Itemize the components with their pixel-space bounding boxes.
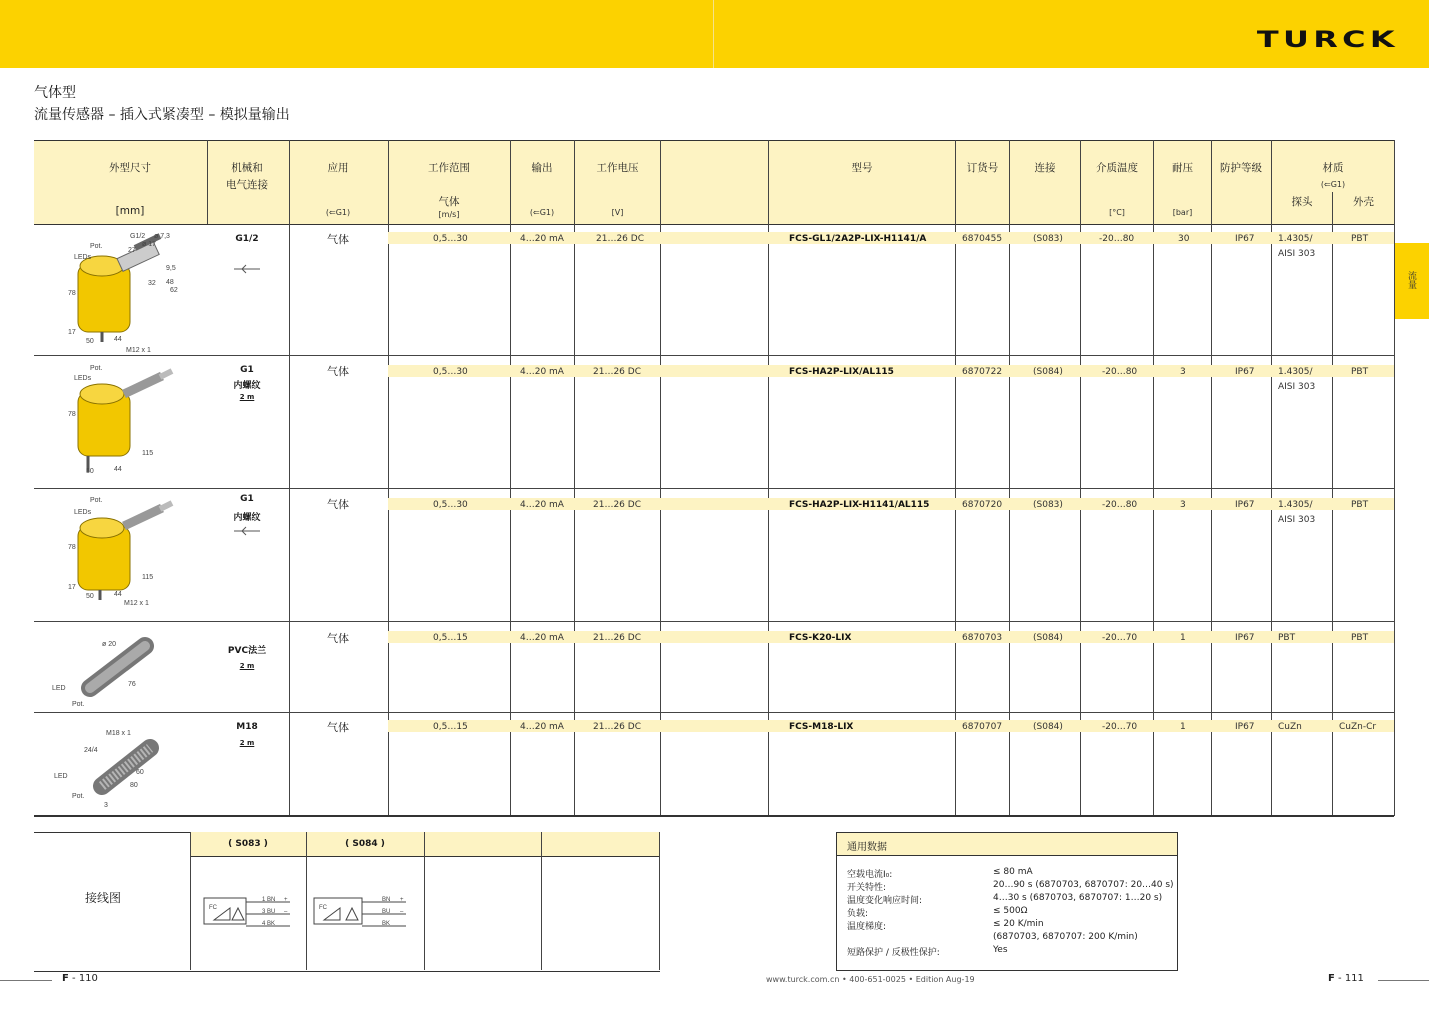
drawing-label: Pot.	[72, 793, 85, 800]
drawing-label: 3	[104, 802, 108, 809]
header-protection: 防护等级	[1220, 162, 1262, 174]
row2-protection: IP67	[1235, 367, 1255, 377]
footer-line	[1378, 980, 1429, 981]
drawing-label: LEDs	[74, 254, 92, 261]
general-value: ≤ 80 mA	[993, 867, 1033, 877]
pin-label: 4 BK	[262, 921, 276, 927]
row2-pressure: 3	[1180, 367, 1186, 377]
row3-wiring: (S083)	[1033, 500, 1063, 510]
col-line	[541, 832, 542, 970]
row5-pressure: 1	[1180, 722, 1186, 732]
header-app-unit: (⇐G1)	[325, 208, 351, 217]
row5-voltage: 21…26 DC	[593, 722, 641, 732]
row3-app: 气体	[327, 498, 349, 511]
pin-label: BK	[382, 921, 391, 927]
footer-center: www.turck.com.cn • 400-651-0025 • Edition Aug-19	[766, 975, 975, 984]
drawing-fcs-ha2p-h1141	[40, 492, 200, 618]
drawing-label: ø 7,3	[154, 233, 170, 240]
row4-range: 0,5…15	[433, 633, 468, 643]
row1-protection: IP67	[1235, 234, 1255, 244]
drawing-label: 32	[148, 280, 156, 287]
header-dims: 外型尺寸	[109, 162, 151, 174]
row1-app: 气体	[327, 233, 349, 246]
col-line	[190, 832, 191, 970]
drawing-label: 17	[68, 584, 76, 591]
row3-conn: G1	[240, 494, 254, 504]
row5-conn: M18	[236, 722, 258, 732]
row2-probe: 1.4305/	[1278, 367, 1313, 377]
banner-divider	[713, 0, 714, 68]
drawing-label: 44	[114, 591, 122, 598]
drawing-label: 44	[114, 336, 122, 343]
col-line	[1394, 140, 1395, 816]
drawing-label: LEDs	[74, 375, 92, 382]
header-range-unit: [m/s]	[438, 210, 460, 219]
pin-label: BU	[382, 909, 391, 915]
row2-range: 0,5…30	[433, 367, 468, 377]
minus-sign: –	[284, 909, 288, 915]
row4-ident: 6870703	[962, 633, 1003, 643]
drawing-label: Pot.	[90, 497, 103, 504]
row-line	[34, 712, 1394, 713]
wiring-fc: FC	[319, 905, 327, 911]
wiring-diagram-s083	[200, 890, 300, 934]
drawing-fcs-gl	[40, 228, 200, 354]
minus-sign: –	[400, 909, 404, 915]
header-app: 应用	[327, 162, 349, 174]
row5-housing: CuZn-Cr	[1339, 722, 1377, 732]
header-voltage-unit: [V]	[611, 208, 624, 217]
header-range-sub: 气体	[438, 196, 460, 208]
row3-temp: -20…80	[1102, 500, 1138, 510]
connector-symbol-icon	[232, 262, 262, 276]
drawing-label: ø 17	[142, 241, 157, 248]
drawing-label: 78	[68, 544, 76, 551]
row3-pressure: 3	[1180, 500, 1186, 510]
drawing-label: 17	[68, 329, 76, 336]
header-temp-unit: [°C]	[1109, 208, 1125, 217]
wiring-label: 接线图	[85, 891, 122, 905]
row2-app: 气体	[327, 365, 349, 378]
general-value: 20…90 s (6870703, 6870707: 20…40 s)	[993, 880, 1174, 890]
row4-wiring: (S084)	[1033, 633, 1063, 643]
row3-range: 0,5…30	[433, 500, 468, 510]
general-value: (6870703, 6870707: 200 K/min)	[993, 932, 1138, 942]
drawing-label: 115	[142, 574, 154, 581]
pin-label: BN	[382, 897, 391, 903]
drawing-fcs-k20	[40, 626, 200, 710]
footer-left-number: - 110	[72, 973, 98, 984]
footer-right-number: - 111	[1338, 973, 1364, 984]
row3-protection: IP67	[1235, 500, 1255, 510]
row2-conn: G1	[240, 365, 254, 375]
drawing-label: 80	[130, 782, 138, 789]
row1-output: 4…20 mA	[520, 234, 564, 244]
row5-temp: -20…70	[1102, 722, 1138, 732]
row4-temp: -20…70	[1102, 633, 1138, 643]
row3-conn-sub: 内螺纹	[233, 513, 261, 523]
drawing-label: 60	[136, 769, 144, 776]
row1-pressure: 30	[1178, 234, 1190, 244]
row2-wiring: (S084)	[1033, 367, 1063, 377]
row4-type: FCS-K20-LIX	[789, 633, 852, 643]
table-bottom-line	[34, 815, 1394, 817]
pin-label: 1 BN	[262, 897, 276, 903]
drawing-label: 48	[166, 279, 174, 286]
row4-voltage: 21…26 DC	[593, 633, 641, 643]
plus-sign: +	[284, 897, 288, 903]
header-dims-unit: [mm]	[115, 205, 145, 217]
row1-voltage: 21…26 DC	[596, 234, 644, 244]
header-voltage: 工作电压	[596, 162, 639, 174]
row3-output: 4…20 mA	[520, 500, 564, 510]
row5-type: FCS-M18-LIX	[789, 722, 854, 732]
drawing-label: LED	[52, 685, 66, 692]
side-tab-label: 流量	[1406, 271, 1416, 289]
header-housing: 外壳	[1353, 196, 1374, 208]
wiring-fc: FC	[209, 905, 217, 911]
drawing-label: M18 x 1	[106, 730, 131, 737]
general-key: 温度梯度:	[847, 922, 887, 932]
header-material-unit: (⇐G1)	[1320, 180, 1346, 189]
row2-cable: 2 m	[239, 393, 255, 401]
header-output: 输出	[531, 162, 553, 174]
row4-app: 气体	[327, 632, 349, 645]
page-subtitle: 流量传感器 – 插入式紧凑型 – 模拟量输出	[34, 107, 290, 123]
row3-voltage: 21…26 DC	[593, 500, 641, 510]
col-line	[424, 832, 425, 970]
drawing-label: 115	[142, 450, 154, 457]
row2-voltage: 21…26 DC	[593, 367, 641, 377]
wiring-s084-title: ( S084 )	[345, 839, 385, 849]
page-title: 气体型	[34, 85, 76, 101]
drawing-label: M12 x 1	[124, 600, 149, 607]
general-key: 空载电流I₀:	[847, 870, 893, 880]
row2-conn-sub: 内螺纹	[233, 381, 261, 391]
header-type: 型号	[851, 162, 873, 174]
row1-probe: 1.4305/	[1278, 234, 1313, 244]
row5-wiring: (S084)	[1033, 722, 1063, 732]
connector-symbol-icon	[232, 524, 262, 538]
general-key: 短路保护 / 反极性保护:	[847, 948, 940, 958]
drawing-label: 50	[86, 593, 94, 600]
row4-protection: IP67	[1235, 633, 1255, 643]
header-probe: 探头	[1291, 196, 1313, 208]
row3-ident: 6870720	[962, 500, 1003, 510]
general-value: Yes	[993, 945, 1008, 955]
header-pressure-unit: [bar]	[1172, 208, 1193, 217]
general-data-header	[837, 833, 1177, 856]
row3-housing: PBT	[1351, 500, 1369, 510]
row5-output: 4…20 mA	[520, 722, 564, 732]
row4-conn: PVC法兰	[227, 646, 267, 656]
row4-probe: PBT	[1278, 633, 1296, 643]
row3-probe: 1.4305/	[1278, 500, 1313, 510]
row1-temp: -20…80	[1099, 234, 1135, 244]
drawing-label: 50	[86, 338, 94, 345]
drawing-label: 27	[128, 247, 136, 254]
drawing-label: 78	[68, 411, 76, 418]
header-temp: 介质温度	[1096, 162, 1138, 174]
row5-range: 0,5…15	[433, 722, 468, 732]
row4-housing: PBT	[1351, 633, 1369, 643]
row1-range: 0,5…30	[433, 234, 468, 244]
row3-type: FCS-HA2P-LIX-H1141/AL115	[789, 500, 930, 510]
row5-ident: 6870707	[962, 722, 1003, 732]
row1-ident: 6870455	[962, 234, 1003, 244]
drawing-label: Pot.	[72, 701, 85, 708]
row-line	[34, 355, 1394, 356]
row4-pressure: 1	[1180, 633, 1186, 643]
row2-probe2: AISI 303	[1278, 382, 1316, 392]
top-banner	[0, 0, 1429, 68]
drawing-fcs-m18	[40, 716, 200, 812]
side-tab	[1395, 243, 1429, 319]
row5-cable: 2 m	[239, 739, 255, 747]
turck-logo: TURCK	[1256, 28, 1399, 53]
header-wiring: 连接	[1034, 162, 1056, 174]
drawing-label: 24/4	[84, 747, 98, 754]
header-range: 工作范围	[428, 162, 470, 174]
general-key: 温度变化响应时间:	[847, 896, 923, 906]
plus-sign: +	[400, 897, 404, 903]
general-data-box	[836, 832, 1178, 971]
row5-app: 气体	[327, 721, 349, 734]
footer-right-page	[1328, 973, 1364, 984]
row2-temp: -20…80	[1102, 367, 1138, 377]
drawing-label: LEDs	[74, 509, 92, 516]
footer-right-prefix: F	[1328, 973, 1335, 984]
drawing-label: 76	[128, 681, 136, 688]
row2-housing: PBT	[1351, 367, 1369, 377]
general-value: ≤ 20 K/min	[993, 919, 1044, 929]
row1-wiring: (S083)	[1033, 234, 1063, 244]
footer-left-prefix: F	[62, 973, 69, 984]
row2-output: 4…20 mA	[520, 367, 564, 377]
header-material: 材质	[1322, 162, 1344, 174]
general-value: ≤ 500Ω	[993, 906, 1028, 916]
drawing-label: 50	[86, 468, 94, 475]
row-line	[34, 488, 1394, 489]
general-value: 4…30 s (6870703, 6870707: 1…20 s)	[993, 893, 1163, 903]
row2-type: FCS-HA2P-LIX/AL115	[789, 367, 894, 377]
header-ident: 订货号	[966, 162, 999, 174]
drawing-label: Pot.	[90, 365, 103, 372]
general-data-title: 通用数据	[847, 842, 887, 853]
col-line	[207, 140, 208, 224]
drawing-label: ø 20	[102, 641, 117, 648]
drawing-label: 62	[170, 287, 178, 294]
row4-cable: 2 m	[239, 662, 255, 670]
header-conn-2: 电气连接	[226, 179, 268, 191]
row2-ident: 6870722	[962, 367, 1003, 377]
drawing-label: LED	[54, 773, 68, 780]
drawing-label: 9,5	[166, 265, 176, 272]
row1-probe2: AISI 303	[1278, 249, 1316, 259]
pin-label: 3 BU	[262, 909, 276, 915]
drawing-label: 78	[68, 290, 76, 297]
general-key: 开关特性:	[847, 883, 887, 893]
general-key: 负载:	[847, 909, 869, 919]
header-pressure: 耐压	[1172, 162, 1193, 174]
footer-left-page	[62, 973, 98, 984]
row-line	[34, 621, 1394, 622]
drawing-label: M12 x 1	[126, 347, 151, 354]
row1-housing: PBT	[1351, 234, 1369, 244]
wiring-diagram-s084	[310, 890, 410, 934]
header-conn-1: 机械和	[231, 162, 263, 174]
col-line	[306, 832, 307, 970]
footer-line	[0, 980, 52, 981]
row4-output: 4…20 mA	[520, 633, 564, 643]
drawing-fcs-ha2p	[40, 360, 200, 486]
header-output-unit: (⇐G1)	[529, 208, 555, 217]
row3-probe2: AISI 303	[1278, 515, 1316, 525]
row1-conn: G1/2	[235, 234, 259, 244]
wiring-s083-title: ( S083 )	[228, 839, 268, 849]
col-line	[659, 832, 660, 970]
row5-probe: CuZn	[1278, 722, 1302, 732]
row5-protection: IP67	[1235, 722, 1255, 732]
drawing-label: 44	[114, 466, 122, 473]
drawing-label: Pot.	[90, 243, 103, 250]
drawing-label: G1/2	[130, 233, 146, 240]
row1-type: FCS-GL1/2A2P-LIX-H1141/A	[789, 234, 927, 244]
